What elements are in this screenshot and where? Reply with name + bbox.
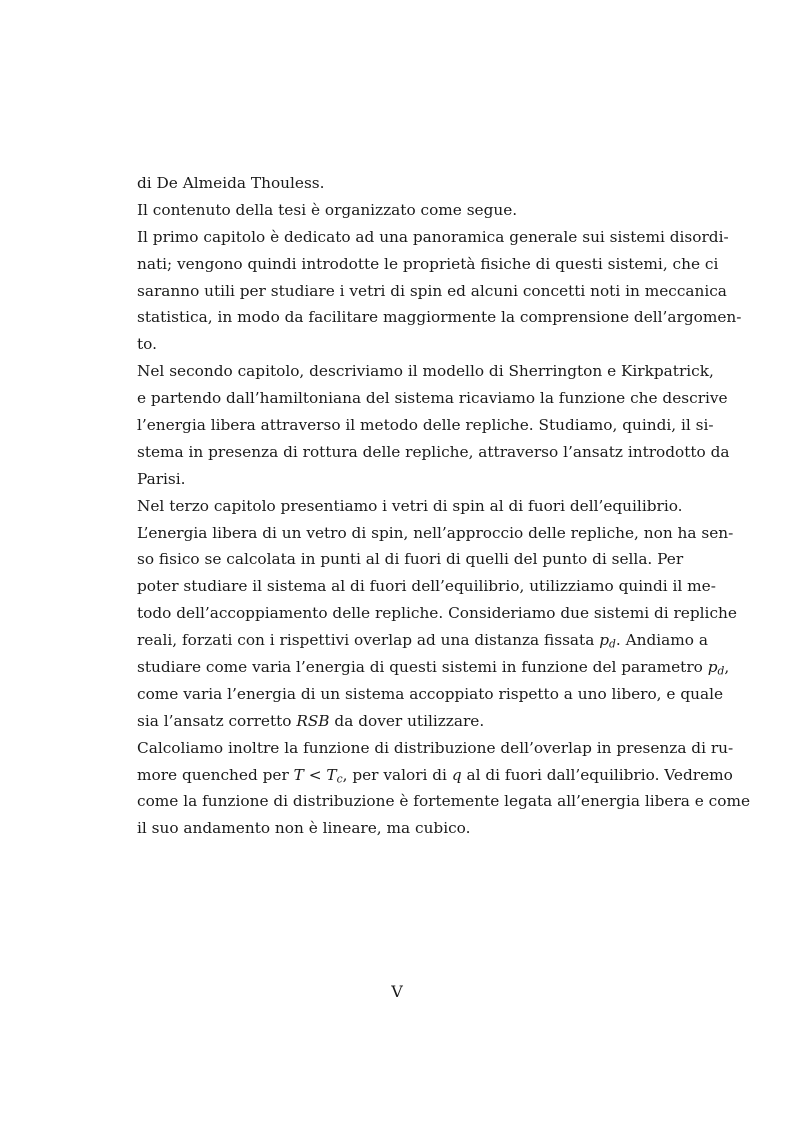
paragraph — [137, 224, 742, 358]
paragraph — [137, 493, 683, 520]
text-line: poter studiare il sistema al di fuori dell’equilibrio, utilizziamo quindi il me- — [137, 577, 716, 596]
paragraph — [137, 520, 737, 735]
text-line: sia l’ansatz corretto RSB da dover utilizzare. — [137, 711, 485, 730]
text-line: come varia l’energia di un sistema accoppiato rispetto a uno libero, e quale — [137, 684, 724, 703]
text-line: studiare come varia l’energia di questi sistemi in funzione del parametro $p_d$, — [137, 658, 730, 678]
text-line: todo dell’accoppiamento delle repliche. Consideriamo due sistemi di repliche — [137, 604, 737, 623]
page-number: V — [391, 982, 403, 1001]
text-line: stema in presenza di rottura delle repliche, attraverso l’ansatz introdotto da — [137, 442, 730, 461]
text-line: L’energia libera di un vetro di spin, nell’approccio delle repliche, non ha sen- — [137, 523, 734, 542]
text-line: so fisico se calcolata in punti al di fuori di quelli del punto di sella. Per — [137, 550, 684, 569]
paragraph — [137, 358, 730, 492]
text-line: Il primo capitolo è dedicato ad una panoramica generale sui sistemi disordi- — [137, 227, 729, 246]
text-line: Nel terzo capitolo presentiamo i vetri di spin al di fuori dell’equilibrio. — [137, 496, 683, 515]
paragraph — [137, 197, 657, 224]
text-line: more quenched per $T < T_c$, per valori di q al di fuori dall’equilibrio. Vedremo — [137, 765, 733, 786]
text-line: saranno utili per studiare i vetri di spin ed alcuni concetti noti in meccanica — [137, 281, 727, 300]
text-line: Calcoliamo inoltre la funzione di distribuzione dell’overlap in presenza di ru- — [137, 738, 734, 757]
text-line: nati; vengono quindi introdotte le proprietà fisiche di questi sistemi, che ci — [137, 254, 719, 273]
text-line: l’energia libera attraverso il metodo delle repliche. Studiamo, quindi, il si- — [137, 416, 714, 435]
text-line: di De Almeida Thouless. — [137, 174, 325, 192]
paragraph — [137, 170, 657, 197]
text-line: Parisi. — [137, 469, 186, 488]
text-line: Il contenuto della tesi è organizzato come segue. — [137, 200, 518, 219]
text-line: statistica, in modo da facilitare maggiormente la comprensione dell’argomen- — [137, 308, 742, 327]
text-line: to. — [137, 335, 157, 354]
text-line: e partendo dall’hamiltoniana del sistema ricaviamo la funzione che descrive — [137, 389, 728, 408]
text-line: Nel secondo capitolo, descriviamo il modello di Sherrington e Kirkpatrick, — [137, 362, 714, 381]
body-text — [137, 170, 751, 842]
paragraph — [137, 735, 751, 843]
text-line: reali, forzati con i rispettivi overlap ad una distanza fissata $p_d$. Andiamo a — [137, 631, 708, 651]
text-line: come la funzione di distribuzione è fortemente legata all’energia libera e come — [137, 792, 751, 811]
text-line: il suo andamento non è lineare, ma cubico. — [137, 819, 471, 838]
